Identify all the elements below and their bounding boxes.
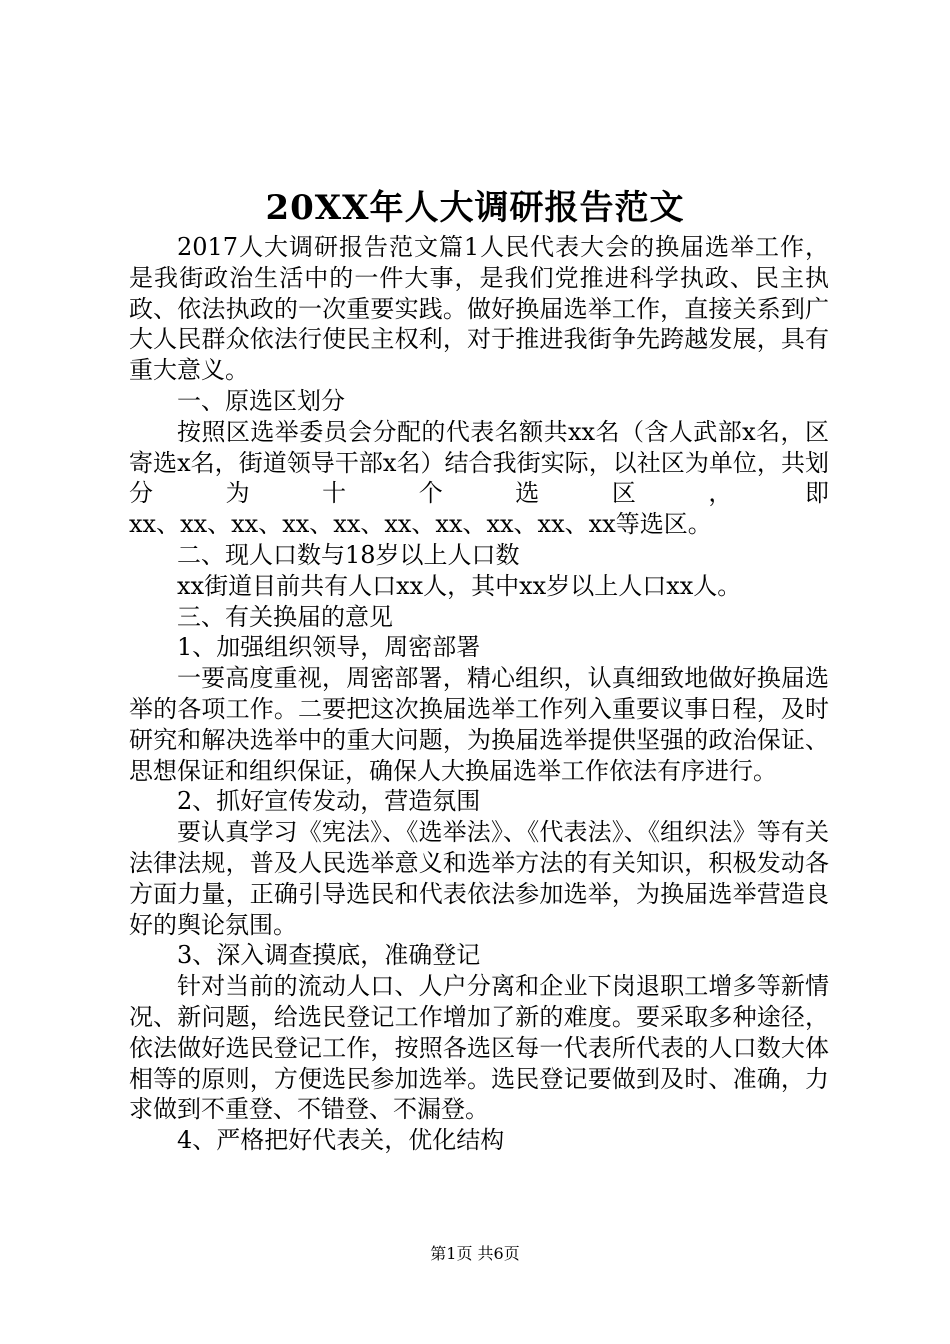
subheading-4: 4、严格把好代表关，优化结构 — [177, 1126, 505, 1155]
paragraph-publicity: 要认真学习《宪法》、《选举法》、《代表法》、《组织法》等有关法律法规，普及人民选举意义和选举方法的有关知识，积极发动各方面力量，正确引导选民和代表依法参加选举，为换届选举营造良好的舆论氛围。 — [129, 818, 829, 939]
heading-section-1: 一、原选区划分 — [177, 386, 345, 415]
subheading-2: 2、抓好宣传发动，营造氛围 — [177, 787, 481, 816]
paragraph-leadership: 一要高度重视，周密部署，精心组织，认真细致地做好换届选举的各项工作。二要把这次换届选举工作列入重要议事日程，及时研究和解决选举中的重大问题，为换届选举提供坚强的政治保证、思想保证和组织保证，确保人大换届选举工作依法有序进行。 — [129, 664, 829, 785]
paragraph-intro: 2017人大调研报告范文篇1人民代表大会的换届选举工作，是我街政治生活中的一件大事，是我们党推进科学执政、民主执政、依法执政的一次重要实践。做好换届选举工作，直接关系到广大人民群众依法行使民主权利，对于推进我街争先跨越发展，具有重大意义。 — [129, 233, 829, 385]
paragraph-registration: 针对当前的流动人口、人户分离和企业下岗退职工增多等新情况、新问题，给选民登记工作增加了新的难度。要采取多种途径，依法做好选民登记工作，按照各选区每一代表所代表的人口数大体相等的原则，方便选民参加选举。选民登记要做到及时、准确，力求做到不重登、不错登、不漏登。 — [129, 972, 829, 1124]
paragraph-districts: 按照区选举委员会分配的代表名额共xx名（含人武部x名，区寄选x名，街道领导干部x名）结合我街实际，以社区为单位，共划分为十个选区，即 — [129, 417, 829, 508]
subheading-3: 3、深入调查摸底，准确登记 — [177, 941, 481, 970]
heading-section-2: 二、现人口数与18岁以上人口数 — [177, 540, 520, 569]
paragraph-population: xx街道目前共有人口xx人，其中xx岁以上人口xx人。 — [177, 571, 742, 600]
document-title: 20XX年人大调研报告范文 — [265, 188, 685, 228]
document-body — [129, 232, 829, 1156]
heading-section-3: 三、有关换届的意见 — [177, 602, 393, 631]
paragraph-district-list: xx、xx、xx、xx、xx、xx、xx、xx、xx、xx等选区。 — [129, 510, 712, 539]
subheading-1: 1、加强组织领导，周密部署 — [177, 633, 481, 662]
page-footer: 第1页 共6页 — [430, 1244, 520, 1263]
